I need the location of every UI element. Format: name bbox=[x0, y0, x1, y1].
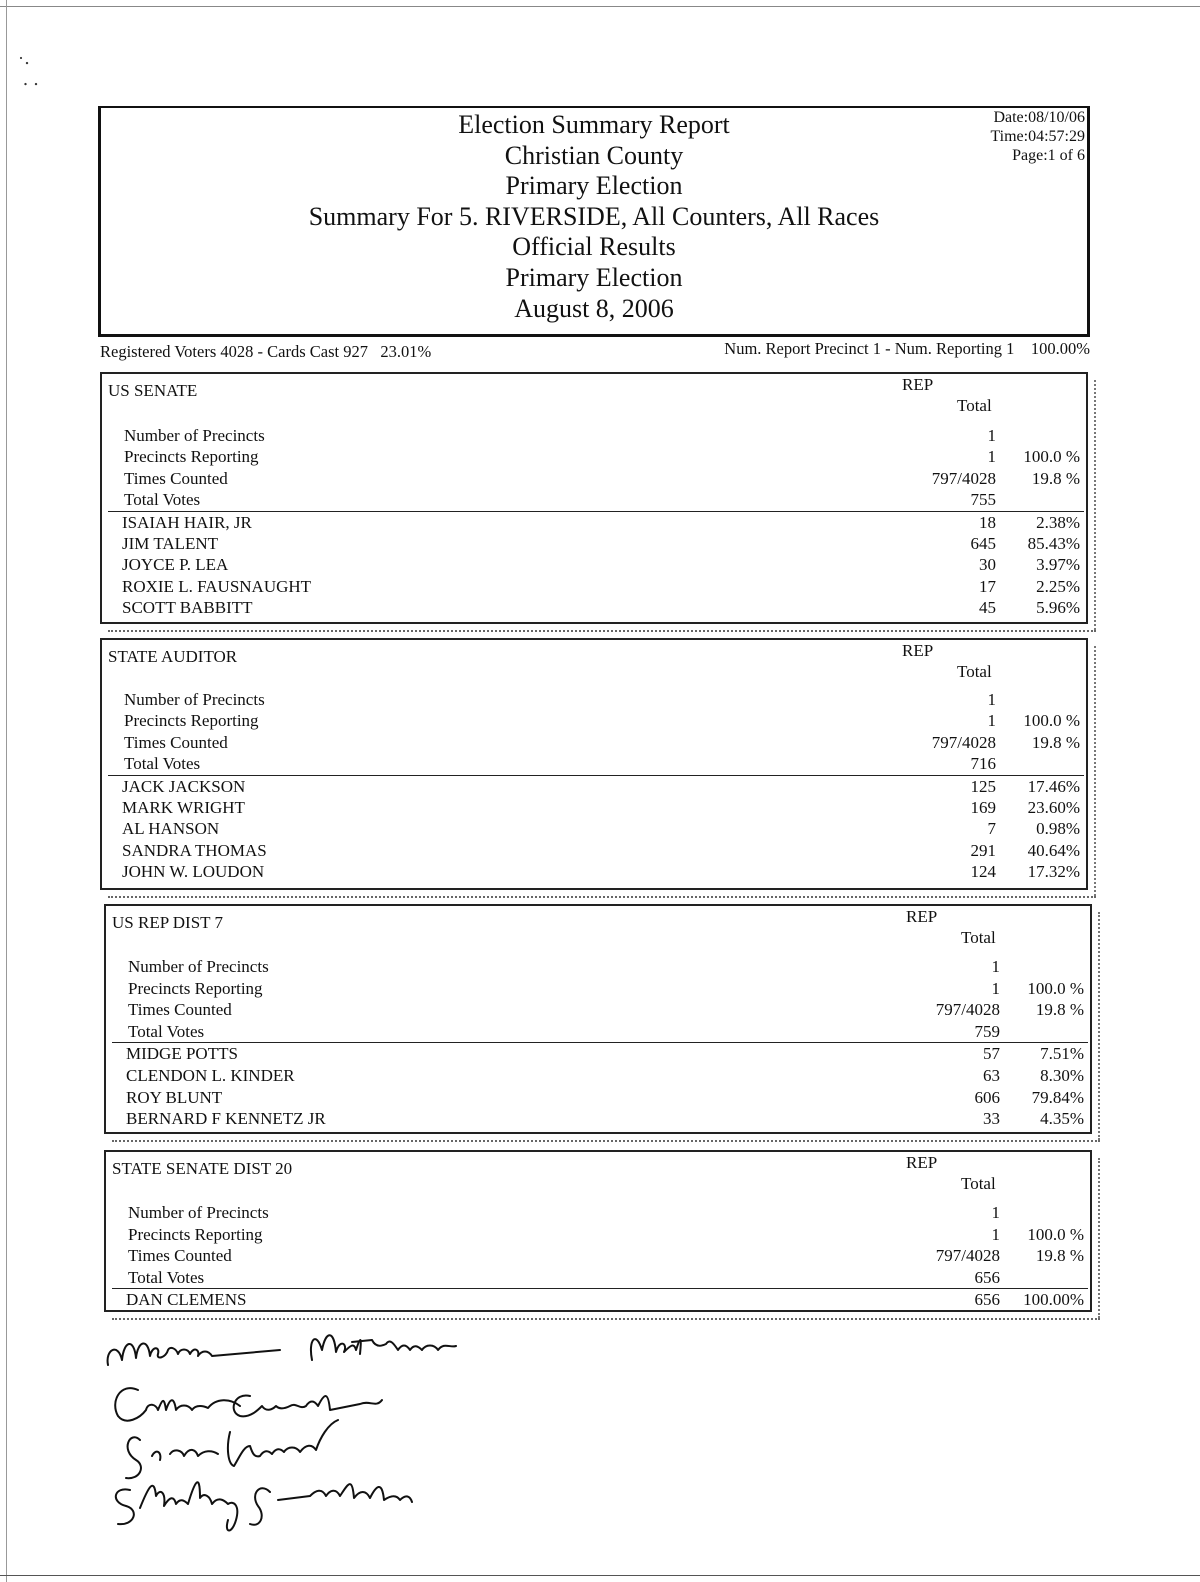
stat-row bbox=[106, 1022, 1084, 1044]
candidate-percent: 3.97% bbox=[1036, 555, 1080, 575]
candidate-votes: 124 bbox=[970, 862, 996, 882]
stat-label: Total Votes bbox=[128, 1021, 205, 1041]
candidate-votes: 169 bbox=[970, 798, 996, 817]
stat-percent: 19.8 % bbox=[1031, 732, 1080, 752]
candidate-votes: 57 bbox=[983, 1044, 1000, 1064]
race-section bbox=[100, 638, 1088, 890]
candidate-percent: 40.64% bbox=[1027, 840, 1080, 860]
report-meta bbox=[990, 108, 1085, 165]
registered-voters bbox=[100, 342, 431, 362]
race-section bbox=[104, 904, 1092, 1134]
candidate-row bbox=[106, 1290, 1084, 1312]
stat-value: 1 bbox=[987, 711, 996, 731]
candidate-percent: 17.32% bbox=[1027, 862, 1080, 882]
candidate-name: JACK JACKSON bbox=[122, 776, 246, 796]
stat-percent: 19.8 % bbox=[1035, 1000, 1084, 1020]
candidate-name: AL HANSON bbox=[122, 819, 220, 839]
stat-label: Times Counted bbox=[128, 1246, 232, 1266]
candidate-votes: 656 bbox=[974, 1290, 1000, 1310]
scan-edge-top bbox=[0, 6, 1200, 7]
stat-label: Times Counted bbox=[124, 468, 228, 488]
candidate-name: DAN CLEMENS bbox=[126, 1290, 247, 1310]
candidate-row bbox=[106, 1044, 1084, 1066]
party-label: REP bbox=[902, 641, 934, 660]
candidate-row bbox=[102, 841, 1080, 863]
election-date: August 8, 2006 bbox=[514, 293, 674, 323]
candidate-name: ISAIAH HAIR, JR bbox=[122, 512, 252, 532]
stat-row bbox=[102, 733, 1080, 755]
stat-label: Total Votes bbox=[128, 1267, 205, 1287]
stat-percent: 100.0 % bbox=[1023, 447, 1080, 467]
candidate-row bbox=[102, 598, 1080, 620]
candidate-row bbox=[102, 577, 1080, 599]
stat-label: Number of Precincts bbox=[124, 426, 265, 445]
candidate-percent: 2.25% bbox=[1036, 576, 1080, 596]
stat-value: 1 bbox=[991, 978, 1000, 998]
stat-value: 656 bbox=[974, 1267, 1000, 1287]
stats-divider bbox=[112, 1288, 1088, 1289]
precincts-reporting-summary bbox=[724, 339, 1090, 359]
stat-value: 1 bbox=[987, 690, 996, 709]
stat-value: 759 bbox=[974, 1021, 1000, 1041]
candidate-percent: 17.46% bbox=[1027, 776, 1080, 796]
stats-divider bbox=[108, 511, 1084, 512]
candidate-row bbox=[102, 862, 1080, 884]
candidate-name: MARK WRIGHT bbox=[122, 798, 245, 817]
candidate-percent: 23.60% bbox=[1027, 798, 1080, 817]
stat-row bbox=[106, 1000, 1084, 1022]
stat-row bbox=[102, 690, 1080, 712]
stat-value: 1 bbox=[991, 1203, 1000, 1222]
candidate-name: BERNARD F KENNETZ JR bbox=[126, 1109, 326, 1129]
total-column-header: Total bbox=[957, 396, 992, 415]
summary-scope: Summary For 5. RIVERSIDE, All Counters, All Races bbox=[308, 201, 880, 231]
stats-divider bbox=[112, 1042, 1088, 1043]
handwritten-signatures bbox=[100, 1320, 500, 1560]
stat-row bbox=[102, 754, 1080, 776]
scan-edge-left bbox=[6, 0, 7, 1582]
stat-value: 1 bbox=[991, 1224, 1000, 1244]
election-type: Primary Election bbox=[505, 171, 683, 201]
stat-row bbox=[102, 447, 1080, 469]
stat-row bbox=[102, 490, 1080, 512]
candidate-percent: 85.43% bbox=[1027, 534, 1080, 553]
candidate-votes: 45 bbox=[979, 598, 996, 618]
stat-label: Precincts Reporting bbox=[128, 978, 263, 998]
stat-row bbox=[106, 1246, 1084, 1268]
scan-edge-bottom bbox=[0, 1575, 1200, 1576]
stat-row bbox=[106, 1268, 1084, 1290]
candidate-name: SCOTT BABBITT bbox=[122, 598, 253, 618]
candidate-percent: 0.98% bbox=[1036, 819, 1080, 839]
race-title: US SENATE bbox=[108, 381, 198, 400]
stat-value: 1 bbox=[987, 447, 996, 467]
candidate-row bbox=[102, 798, 1080, 820]
stat-label: Number of Precincts bbox=[128, 1203, 269, 1222]
candidate-name: MIDGE POTTS bbox=[126, 1044, 238, 1064]
race-section bbox=[100, 372, 1088, 624]
race-title: US REP DIST 7 bbox=[112, 913, 223, 932]
stat-label: Precincts Reporting bbox=[124, 711, 259, 731]
candidate-name: JIM TALENT bbox=[122, 534, 219, 553]
report-time: Time:04:57:29 bbox=[990, 128, 1085, 145]
race-title: STATE AUDITOR bbox=[108, 647, 238, 666]
stat-value: 1 bbox=[991, 957, 1000, 976]
race-title: STATE SENATE DIST 20 bbox=[112, 1159, 293, 1178]
reporting-text: Num. Report Precinct 1 - Num. Reporting 1 bbox=[724, 339, 1015, 358]
stat-row bbox=[106, 1225, 1084, 1247]
candidate-percent: 100.00% bbox=[1023, 1290, 1084, 1310]
stat-value: 797/4028 bbox=[931, 732, 996, 752]
stat-percent: 19.8 % bbox=[1031, 468, 1080, 488]
stat-label: Total Votes bbox=[124, 490, 201, 510]
stat-label: Times Counted bbox=[128, 1000, 232, 1020]
party-label: REP bbox=[906, 907, 938, 926]
stat-row bbox=[106, 979, 1084, 1001]
stat-row bbox=[106, 1203, 1084, 1225]
turnout-percent: 23.01% bbox=[380, 342, 432, 361]
candidate-row bbox=[102, 777, 1080, 799]
stat-value: 797/4028 bbox=[931, 468, 996, 488]
stats-divider bbox=[108, 775, 1084, 776]
registered-voters-text: Registered Voters 4028 - Cards Cast 927 bbox=[100, 342, 368, 361]
stat-row bbox=[102, 426, 1080, 448]
reporting-percent: 100.00% bbox=[1030, 339, 1090, 358]
stat-percent: 100.0 % bbox=[1027, 1224, 1084, 1244]
candidate-name: ROY BLUNT bbox=[126, 1087, 223, 1107]
candidate-row bbox=[106, 1066, 1084, 1088]
stat-label: Number of Precincts bbox=[124, 690, 265, 709]
stat-row bbox=[102, 469, 1080, 491]
candidate-votes: 7 bbox=[987, 819, 996, 839]
candidate-votes: 30 bbox=[979, 555, 996, 575]
candidate-percent: 79.84% bbox=[1031, 1087, 1084, 1107]
candidate-votes: 125 bbox=[970, 776, 996, 796]
candidate-votes: 17 bbox=[979, 576, 996, 596]
candidate-votes: 291 bbox=[970, 840, 996, 860]
candidate-row bbox=[102, 534, 1080, 556]
stat-label: Number of Precincts bbox=[128, 957, 269, 976]
race-section bbox=[104, 1150, 1092, 1312]
candidate-percent: 5.96% bbox=[1036, 598, 1080, 618]
stat-row bbox=[106, 957, 1084, 979]
candidate-name: CLENDON L. KINDER bbox=[126, 1066, 295, 1085]
report-title-block bbox=[101, 110, 1087, 324]
candidate-votes: 645 bbox=[970, 534, 996, 553]
candidate-row bbox=[102, 819, 1080, 841]
stat-row bbox=[102, 711, 1080, 733]
scan-specks: ·․ ․ ․ bbox=[18, 48, 40, 89]
stat-value: 797/4028 bbox=[935, 1246, 1000, 1266]
party-label: REP bbox=[902, 375, 934, 394]
candidate-row bbox=[106, 1088, 1084, 1110]
stat-value: 797/4028 bbox=[935, 1000, 1000, 1020]
report-date: Date:08/10/06 bbox=[993, 109, 1085, 126]
stat-percent: 100.0 % bbox=[1023, 711, 1080, 731]
total-column-header: Total bbox=[961, 928, 996, 947]
candidate-row bbox=[102, 555, 1080, 577]
candidate-votes: 18 bbox=[979, 512, 996, 532]
stat-label: Times Counted bbox=[124, 732, 228, 752]
candidate-percent: 7.51% bbox=[1040, 1044, 1084, 1064]
candidate-percent: 2.38% bbox=[1036, 512, 1080, 532]
candidate-votes: 63 bbox=[983, 1066, 1000, 1085]
county-name: Christian County bbox=[504, 140, 684, 170]
party-label: REP bbox=[906, 1153, 938, 1172]
stat-label: Total Votes bbox=[124, 754, 201, 774]
candidate-name: JOYCE P. LEA bbox=[122, 555, 229, 575]
candidate-name: JOHN W. LOUDON bbox=[122, 862, 265, 882]
stat-value: 716 bbox=[970, 754, 996, 774]
candidate-name: SANDRA THOMAS bbox=[122, 840, 267, 860]
signatures bbox=[100, 1320, 500, 1560]
candidate-row bbox=[102, 513, 1080, 535]
stat-percent: 19.8 % bbox=[1035, 1246, 1084, 1266]
results-status: Official Results bbox=[512, 232, 676, 262]
election-type-repeat: Primary Election bbox=[505, 262, 683, 292]
report-title: Election Summary Report bbox=[458, 110, 730, 139]
total-column-header: Total bbox=[961, 1174, 996, 1193]
candidate-percent: 8.30% bbox=[1040, 1066, 1084, 1085]
report-header bbox=[98, 106, 1090, 337]
candidate-votes: 606 bbox=[974, 1087, 1000, 1107]
stat-value: 1 bbox=[987, 426, 996, 445]
candidate-row bbox=[106, 1109, 1084, 1131]
page-number: Page:1 of 6 bbox=[1012, 147, 1085, 164]
candidate-votes: 33 bbox=[983, 1109, 1000, 1129]
stat-label: Precincts Reporting bbox=[128, 1224, 263, 1244]
candidate-percent: 4.35% bbox=[1040, 1109, 1084, 1129]
stat-value: 755 bbox=[970, 490, 996, 510]
stat-label: Precincts Reporting bbox=[124, 447, 259, 467]
total-column-header: Total bbox=[957, 662, 992, 681]
stat-percent: 100.0 % bbox=[1027, 978, 1084, 998]
candidate-name: ROXIE L. FAUSNAUGHT bbox=[122, 576, 312, 596]
